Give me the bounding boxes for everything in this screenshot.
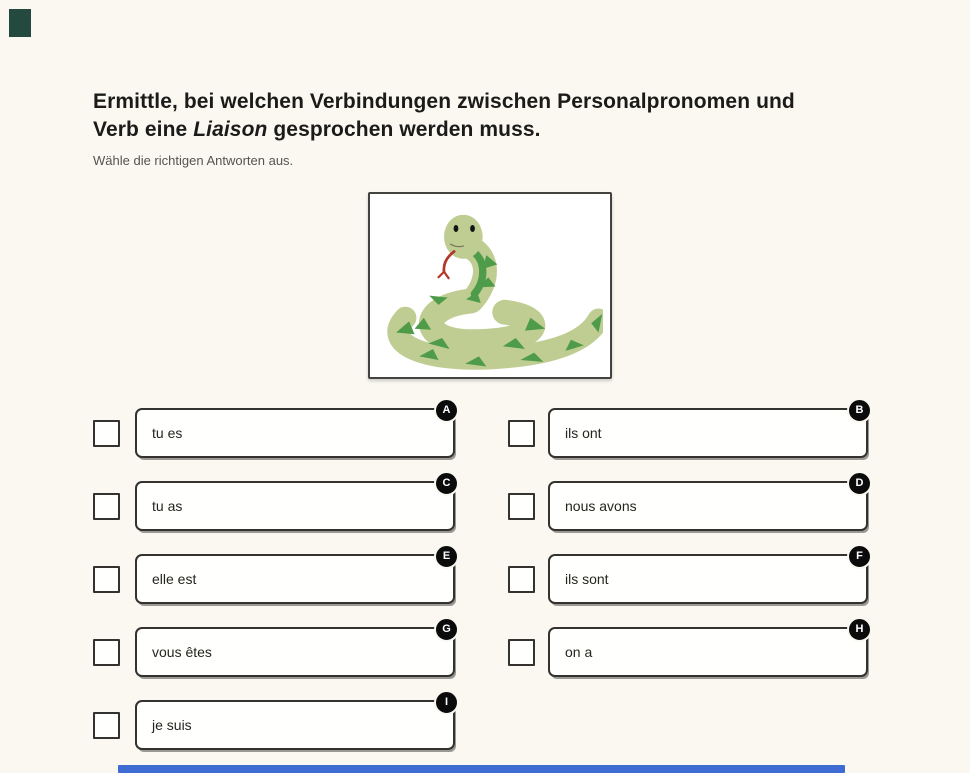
answer-label: tu es — [152, 425, 183, 441]
checkbox-option-a[interactable] — [93, 420, 120, 447]
checkbox-option-d[interactable] — [508, 493, 535, 520]
answer-box-f[interactable] — [548, 550, 868, 604]
option-row-d — [508, 477, 868, 531]
answer-label: tu as — [152, 498, 183, 514]
answer-label: ils sont — [565, 571, 609, 587]
option-row-f — [508, 550, 868, 604]
answer-badge-g: G — [434, 617, 459, 642]
answer-badge-i: I — [434, 690, 459, 715]
answer-label: je suis — [152, 717, 192, 733]
option-row-b — [508, 404, 868, 458]
option-row-h — [508, 623, 868, 677]
answer-label: vous êtes — [152, 644, 212, 660]
answer-label: on a — [565, 644, 593, 660]
checkbox-option-b[interactable] — [508, 420, 535, 447]
instruction-text: Wähle die richtigen Antworten aus. — [93, 153, 294, 168]
answer-box-i[interactable] — [135, 696, 455, 750]
answer-badge-a: A — [434, 398, 459, 423]
logo-mark — [9, 9, 31, 37]
answer-box-c[interactable] — [135, 477, 455, 531]
answer-box-h[interactable] — [548, 623, 868, 677]
checkbox-option-h[interactable] — [508, 639, 535, 666]
answer-badge-d: D — [847, 471, 872, 496]
answer-badge-b: B — [847, 398, 872, 423]
title-line2-post: gesprochen werden muss. — [267, 118, 541, 141]
checkbox-option-f[interactable] — [508, 566, 535, 593]
answer-box-e[interactable] — [135, 550, 455, 604]
answer-label: ils ont — [565, 425, 602, 441]
answer-badge-e: E — [434, 544, 459, 569]
checkbox-option-c[interactable] — [93, 493, 120, 520]
answer-badge-f: F — [847, 544, 872, 569]
answer-box-d[interactable] — [548, 477, 868, 531]
answer-badge-h: H — [847, 617, 872, 642]
snake-illustration — [377, 200, 603, 372]
checkbox-option-g[interactable] — [93, 639, 120, 666]
answer-badge-c: C — [434, 471, 459, 496]
option-row-g — [93, 623, 455, 677]
answer-box-a[interactable] — [135, 404, 455, 458]
answer-label: nous avons — [565, 498, 637, 514]
title-emphasis: Liaison — [193, 118, 268, 141]
title-line2-pre: Verb eine — [93, 118, 194, 141]
answer-box-g[interactable] — [135, 623, 455, 677]
checkbox-option-e[interactable] — [93, 566, 120, 593]
answer-box-b[interactable] — [548, 404, 868, 458]
video-progress-bar[interactable] — [118, 765, 845, 773]
option-row-e — [93, 550, 455, 604]
option-row-i — [93, 696, 455, 750]
title-line1: Ermittle, bei welchen Verbindungen zwischen Personalpronomen und — [93, 90, 795, 113]
option-row-c — [93, 477, 455, 531]
page-title — [93, 88, 893, 144]
option-row-a — [93, 404, 455, 458]
checkbox-option-i[interactable] — [93, 712, 120, 739]
illustration-panel — [368, 192, 612, 379]
answer-label: elle est — [152, 571, 197, 587]
